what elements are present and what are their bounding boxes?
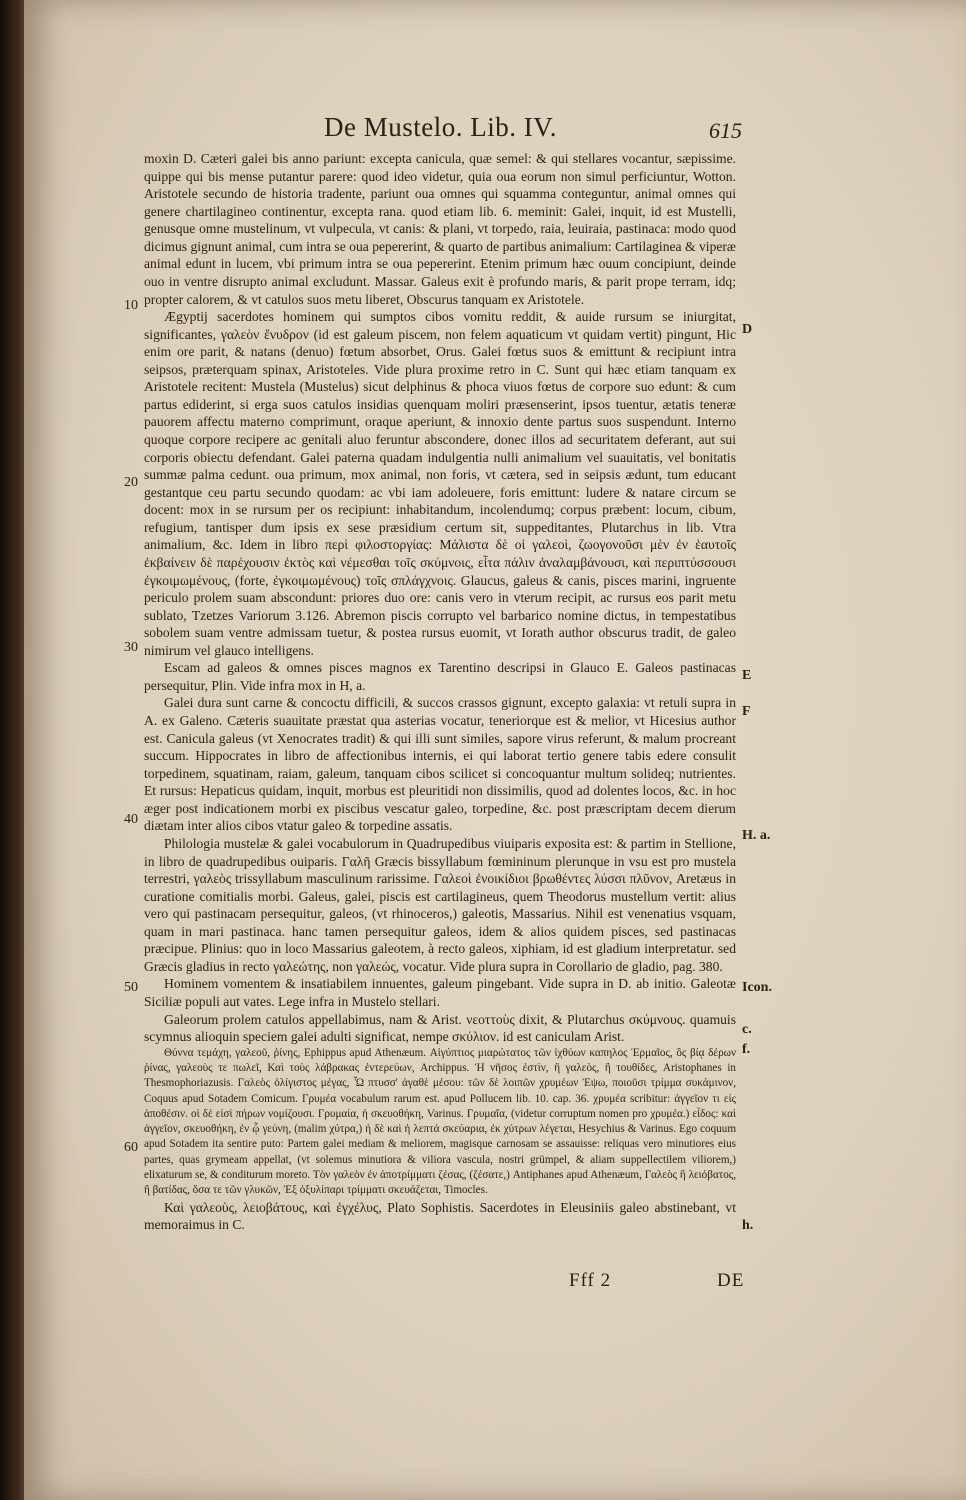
margin-label: H. a. [742, 828, 771, 843]
paragraph: Hominem vomentem & insatiabilem innuentes, galeum pingebant. Vide supra in D. ab initio. Galeotæ Siciliæ populi aut vates. Lege infra in Mustelo stellari. [144, 976, 736, 1009]
page-number: 615 [709, 118, 742, 143]
paragraph: Escam ad galeos & omnes pisces magnos ex Tarentino descripsi in Glauco E. Galeos pastinacas persequitur, Plin. Vide infra mox in H, a. [144, 660, 736, 693]
line-number: 10 [124, 298, 138, 313]
margin-label: h. [742, 1218, 754, 1233]
line-number: 40 [124, 812, 138, 827]
margin-label: c. [742, 1022, 752, 1037]
paragraph: Καὶ γαλεοὺς, λειοβάτους, καὶ ἐγχέλυς, Plato Sophistis. Sacerdotes in Eleusiniis galeo abstinebant, vt memoraimus in C. [144, 1199, 736, 1233]
line-number: 30 [124, 640, 138, 655]
line-number: 50 [124, 980, 138, 995]
margin-label: F [742, 704, 751, 719]
signature-mark: Fff 2 [569, 1270, 612, 1291]
margin-label: Icon. [742, 980, 772, 995]
margin-label: E [742, 668, 752, 683]
margin-label: D [742, 322, 753, 337]
line-number: 20 [124, 475, 138, 490]
book-spine [0, 0, 26, 1500]
margin-label: f. [742, 1042, 751, 1057]
catchword: DE [717, 1270, 745, 1291]
paragraph: Philologia mustelæ & galei vocabulorum in Quadrupedibus viuiparis exposita est: & partim in Stellione, in libro de quadrupedibus ouiparis. Γαλῆ Græcis bissyllabum fœmininum plerunque in vsu est pro mustela terrestri, γαλεὸς trissyllabum masculinum rarissime. Γαλεοὶ ἐνοικίδιοι βρωθέντες λύσσι πλῦνον, Aretæus in curatione comitialis morbi. Galeus, galei, piscis est cartilagineus, quem Theodorus mustellum vertit: alius vero qui pastinacam persequitur, galeos, (vt rhinoceros,) galeotis, Massarius. Nihil est venenatius vsquam, quam in mari pastinaca. hanc tamen persequitur galeos, idem & alios quidem pisces, sed pastinacas præcipue. Plinius: quo in loco Massarius galeotem, à recto galeos, xiphiam, id est gladium interpretatur. sed Græcis gladius in recto γαλεώτης, non γαλεώς, vocatur. Vide plura supra in Corollario de gladio, pag. 380. [144, 835, 736, 974]
paragraph: moxin D. Cæteri galei bis anno pariunt: excepta canicula, quæ semel: & qui stellares vocantur, sæpissime. quippe qui bis mense putantur parere: quod ideo videtur, quia oua eorum non simul perficiuntur, Wotton. Aristotele secundo de historia tradente, pariunt oua omnes qui squamma conteguntur, animal omnes qui genere chartilagineo continentur, excepta rana. quod etiam lib. 6. meminit: Galei, inquit, id est Mustelli, genusque omne mustelinum, vt vulpecula, vt canis: & plani, vt torpedo, raia, leuiraia, pastinaca: modo quod dicimus gignunt animal, cum intra se oua pepererint, & quarto de partibus animalium: Cartilaginea & viperæ animal edunt in lucem, vbi primum intra se oua pepererint. Etenim primum hæc ouum concipiunt, deinde ouo in ventre disrupto animal excludunt. Massar. Galeus exit è profundo maris, & parit prope terram, idq; propter calorem, & vt catulos suos metu liberet, Obscurus tanquam ex Aristotele. [144, 151, 736, 307]
line-number: 60 [124, 1140, 138, 1155]
running-head: De Mustelo. Lib. IV. [324, 112, 557, 142]
paragraph: Galeorum prolem catulos appellabimus, nam & Arist. νεοττοὺς dixit, & Plutarchus σκύμνους. quamuis scymnus alioquin speciem galei adulti significat, nempe σκύλιον. id est caniculam Arist. [144, 1011, 736, 1045]
paragraph: Ægyptij sacerdotes hominem qui sumptos cibos vomitu reddit, & auide rursum se iniurgitat, significantes, γαλεὸν ἔνυδρον (id est galeum piscem, non felem aquaticum vt quidam vertit) pingunt, Hic enim ore parit, & natans (denuo) fœtum absorbet, Orus. Galei fœtus suos & emittunt & recipiunt intra seipsos, præterquam spinax, Aristoteles. Vide plura proxime retro in C. Sunt qui hæc etiam tanquam ex Aristotele recitent: Mustela (Mustelus) sicut delphinus & phoca viuos fœtus de corpore suo edunt: & cum partus ediderint, si erga suos catulos insidias quenquam moliri præsenserint, ipsos tuentur, ætatis teneræ pauorem affectu materno comprimunt, oraque aperiunt, & innoxio dente partus suos suspendunt. Interno quoque corpore recipere ac genitali aluo feruntur abscondere, donec illos ad securitatem deferant, aut sui corporis obiectu defendant. Galei paterna quadam indulgentia nulli animalium vel suauitatis, vel bonitatis summæ palma cedunt. oua primum, mox animal, non foris, vt cætera, sed in seipsis ædunt, tum educant gestantque ceu partu secundo quodam: ac vbi iam adoleuere, foris emittunt: ludere & natare circum se docent: mox in se rursum per os recipiunt: inhabitandum, incolendumq; corpus præbent: locum, cibum, refugium, tantisper dum ipsis ex sese præsidium certum sit, suppeditantes, Plutarchus in lib. Vtra animalium, &c. Idem in libro περὶ φιλοστοργίας: Μάλιστα δὲ οἱ γαλεοὶ, ζωογονοῦσι μὲν ἐν ἑαυτοῖς ἐκβαίνειν δὲ παρέχουσιν ἐκτὸς καὶ νέμεσθαι τοῖς σκύμνοις, εἶτα πάλιν ἀναλαμβάνουσι, καὶ περιπτύσσουσι ἐγκοιμωμένους, (forte, ἐγκοιμωμένους) τοῖς σπλάγχνοις. Glaucus, galeus & canis, pisces marini, ingruente periculo prolem suam abscondunt: priores duo ore: canis vero in vterum recipit, ac rursus eos parit metu sublato, Tzetzes Variorum 3.126. Abremon piscis corrupto vel barbarico nomine dictus, in tempestatibus sobolem suam ventre admissam tuetur, & postea rursus euomit, vt Iorath author obscurus tradit, de galeo nimirum vel glauco intelligens. [144, 309, 736, 658]
book-page [24, 0, 966, 1500]
body-text [144, 150, 736, 1234]
paragraph-small: Θύννα τεμάχη, γαλεοῦ, ῥίνης, Ephippus apud Athenæum. Αἰγύπτιος μιαρώτατος τῶν ἰχθύων καπηλος Ἑρμαῖος, ὃς βίᾳ δέρων ῥίνας, γαλεοὺς τε πωλεῖ, Καὶ τοὺς λάβρακας ἐντερεύων, Archippus. Ἡ νῆσος ἐστὶν, ἢ γαλεὸς, ἢ τουθίδες, Aristophanes in Thesmophoriazusis. Γαλεὸς ὀλίγιστος μέγας, Ὧ πτυσσ' ἀγαθὲ μέσου: τῶν δὲ λοιπῶν χρυμέων Ἐψω, ποιοῦσι τρίμμα συκάμινον, Coquus apud Sotadem Comicum. Γρυμέα vocabulum rarum est. apud Pollucem lib. 10. cap. 36. χρυμέα scribitur: ἀγγεῖον τι εἰς ἀποθέσιν. οἱ δὲ εἰσὶ πήρων νομίζουσι. Γρυμαία, ἡ σκευοθήκη, Varinus. Γρυμαΐα, (videtur corruptum nomen pro χρυμέα.) εἶδος: καὶ ἀγγεῖον, σκευοθήκη, ἐν ᾧ γεύνη, (malim χύτρα,) ἡ δὲ καὶ ἡ λεπτά σκεύαρια, ἐκ χύτρων λέγεται, Hesychius & Varinus. Ego coquum apud Sotadem ita sentire puto: Partem galei mediam & meliorem, magisque carnosam se assauisse: reliquas vero minutiores eius partes, quas grymeam appellat, (vt solemus minutiora & viliora vascula, nostri grümpel, & aliam suppellectilem viliorem,) elixaturum se, & conditurum moreto. Τὸν γαλεὸν ἐν ἀποτρίμματι ζέσας, (ζέσατε,) Antiphanes apud Athenæum, Γαλεὸς ἢ λειόβατος, ἢ βατίδας, ὅσα τε τῶν γλυκῶν, Ἐξ ὀξυλίπαρι τρίμματι σκευάζεται, Timocles. [144, 1046, 736, 1197]
paragraph: Galei dura sunt carne & concoctu difficili, & succos crassos gignunt, excepto galaxia: vt retuli supra in A. ex Galeno. Cæteris suauitate præstat qua asterias vocatur, teneriorque est & melior, vt Hicesius author est. Canicula galeus (vt Xenocrates tradit) & qui illi sunt similes, sapore virus referunt, & malum procreant succum. Hippocrates in libro de affectionibus internis, ei qui laborat tertio genere tabis edere consulit torpedinem, squatinam, raiam, galeum, tanquam cibos scilicet si concoquantur multum solideq; nutrientes. Et rursus: Hepaticus quidam, inquit, morbus est pleuritidi non dissimilis, quod ad dolentes locos, &c. in hoc æger post indicationem morbi ex piscibus vescatur galeo, torpedine, &c. post præscriptam decem dierum diætam inter alios cibos vtatur galeo & torpedine assatis. [144, 695, 736, 834]
